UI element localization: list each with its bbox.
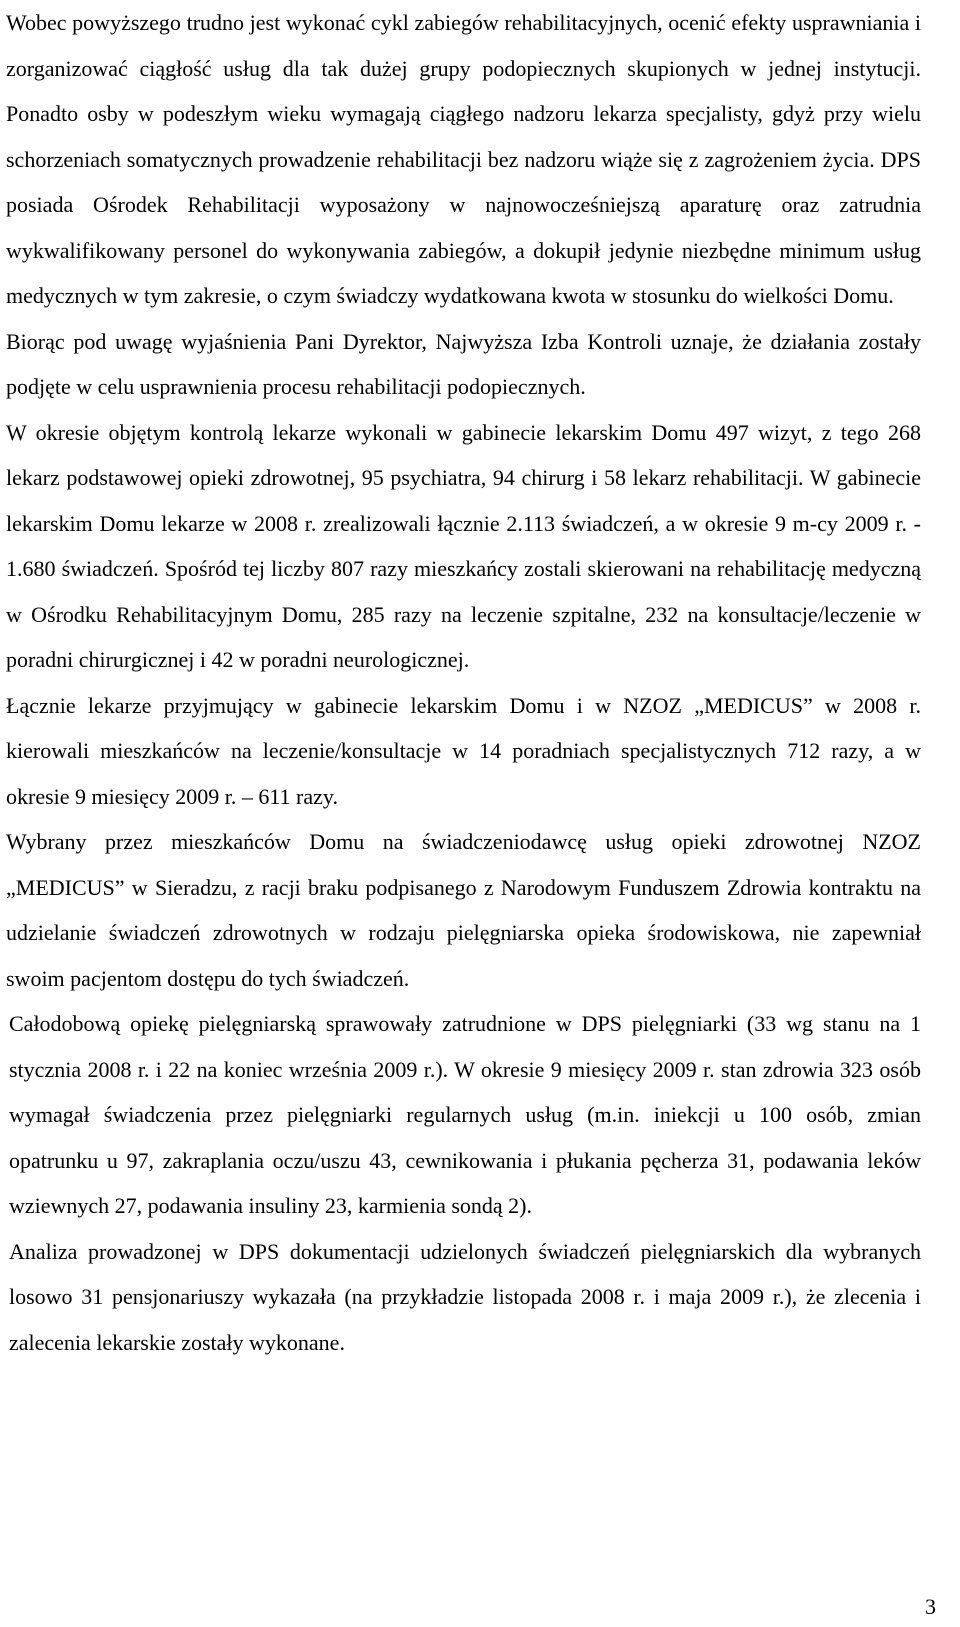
page-number: 3	[925, 1594, 936, 1619]
paragraph-specialist-referrals: Łącznie lekarze przyjmujący w gabinecie lekarskim Domu i w NZOZ „MEDICUS” w 2008 r. kierowali mieszkańców na leczenie/konsultacje w 14 poradniach specjalistycznych 712 razy, a w okresie 9 miesięcy 2009 r. – 611 razy.	[6, 692, 921, 809]
paragraph-nursing-documentation: Analiza prowadzonej w DPS dokumentacji udzielonych świadczeń pielęgniarskich dla wybranych losowo 31 pensjonariuszy wykazała (na przykładzie listopada 2008 r. i maja 2009 r.), że zlecenia i zalecenia lekarskie zostały wykonane.	[9, 1238, 921, 1355]
document-body	[6, 0, 921, 1365]
paragraph-nursing-care: Całodobową opiekę pielęgniarską sprawowały zatrudnione w DPS pielęgniarki (33 wg stanu na 1 stycznia 2008 r. i 22 na koniec września 2009 r.). W okresie 9 miesięcy 2009 r. stan zdrowia 323 osób wymagał świadczenia przez pielęgniarki regularnych usług (m.in. iniekcji u 100 osób, zmian opatrunku u 97, zakraplania oczu/uszu 43, cewnikowania i płukania pęcherza 31, podawania leków wziewnych 27, podawania insuliny 23, karmienia sondą 2).	[9, 1011, 921, 1218]
paragraph-doctor-visits: W okresie objętym kontrolą lekarze wykonali w gabinecie lekarskim Domu 497 wizyt, z tego 268 lekarz podstawowej opieki zdrowotnej, 95 psychiatra, 94 chirurg i 58 lekarz rehabilitacji. W gabinecie lekarskim Domu lekarze w 2008 r. zrealizowali łącznie 2.113 świadczeń, a w okresie 9 m-cy 2009 r. - 1.680 świadczeń. Spośród tej liczby 807 razy mieszkańcy zostali skierowani na rehabilitację medyczną w Ośrodku Rehabilitacyjnym Domu, 285 razy na leczenie szpitalne, 232 na konsultacje/leczenie w poradni chirurgicznej i 42 w poradni neurologicznej.	[6, 419, 921, 672]
paragraph-nzoz-medicus: Wybrany przez mieszkańców Domu na świadczeniodawcę usług opieki zdrowotnej NZOZ „MEDICUS” w Sieradzu, z racji braku podpisanego z Narodowym Funduszem Zdrowia kontraktu na udzielanie świadczeń zdrowotnych w rodzaju pielęgniarska opieka środowiskowa, nie zapewniał swoim pacjentom dostępu do tych świadczeń.	[6, 829, 921, 991]
paragraph-nik-assessment: Biorąc pod uwagę wyjaśnienia Pani Dyrektor, Najwyższa Izba Kontroli uznaje, że działania zostały podjęte w celu usprawnienia procesu rehabilitacji podopiecznych.	[6, 328, 921, 399]
paragraph-rehabilitation-difficulty: Wobec powyższego trudno jest wykonać cykl zabiegów rehabilitacyjnych, ocenić efekty usprawniania i zorganizować ciągłość usług dla tak dużej grupy podopiecznych skupionych w jednej instytucji. Ponadto osby w podeszłym wieku wymagają ciągłego nadzoru lekarza specjalisty, gdyż przy wielu schorzeniach somatycznych prowadzenie rehabilitacji bez nadzoru wiąże się z zagrożeniem życia. DPS posiada Ośrodek Rehabilitacji wyposażony w najnowocześniejszą aparaturę oraz zatrudnia wykwalifikowany personel do wykonywania zabiegów, a dokupił jedynie niezbędne minimum usług medycznych w tym zakresie, o czym świadczy wydatkowana kwota w stosunku do wielkości Domu.	[6, 10, 921, 308]
